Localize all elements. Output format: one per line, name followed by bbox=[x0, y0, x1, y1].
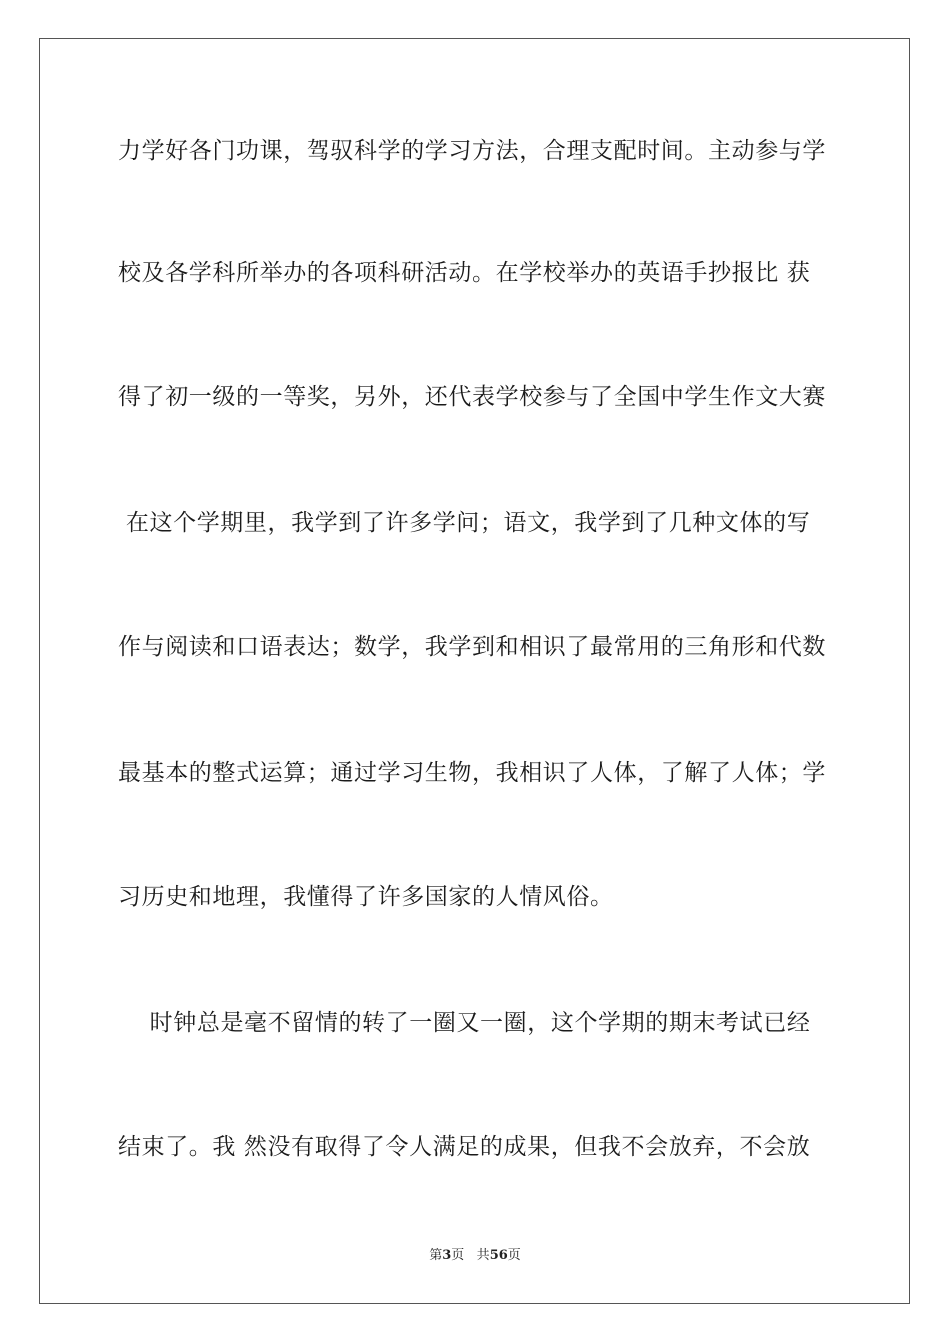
page-suffix: 页 bbox=[451, 1248, 465, 1263]
text-line-4: 在这个学期里，我学到了许多学问；语文，我学到了几种文体的写 bbox=[118, 510, 811, 536]
text-line-7: 习历史和地理，我懂得了许多国家的人情风俗。 bbox=[118, 884, 614, 910]
text-line-1: 力学好各门功课，驾驭科学的学习方法，合理支配时间。主动参与学 bbox=[118, 138, 826, 164]
text-line-9: 结束了。我 然没有取得了令人满足的成果，但我不会放弃，不会放 bbox=[118, 1134, 811, 1160]
text-line-8: 时钟总是毫不留情的转了一圈又一圈，这个学期的期末考试已经 bbox=[118, 1010, 811, 1036]
page-number: 3 bbox=[442, 1248, 452, 1263]
page-border bbox=[39, 38, 910, 1304]
text-line-6: 最基本的整式运算；通过学习生物，我相识了人体，了解了人体；学 bbox=[118, 760, 826, 786]
text-line-2: 校及各学科所举办的各项科研活动。在学校举办的英语手抄报比 获 bbox=[118, 260, 811, 286]
total-pages: 56 bbox=[489, 1248, 508, 1263]
page-prefix: 第 bbox=[429, 1248, 443, 1263]
total-suffix: 页 bbox=[507, 1248, 521, 1263]
text-line-3: 得了初一级的一等奖，另外，还代表学校参与了全国中学生作文大赛 bbox=[118, 384, 826, 410]
text-line-5: 作与阅读和口语表达；数学，我学到和相识了最常用的三角形和代数 bbox=[118, 634, 826, 660]
total-prefix: 共 bbox=[476, 1248, 490, 1263]
page-footer bbox=[0, 1247, 950, 1265]
